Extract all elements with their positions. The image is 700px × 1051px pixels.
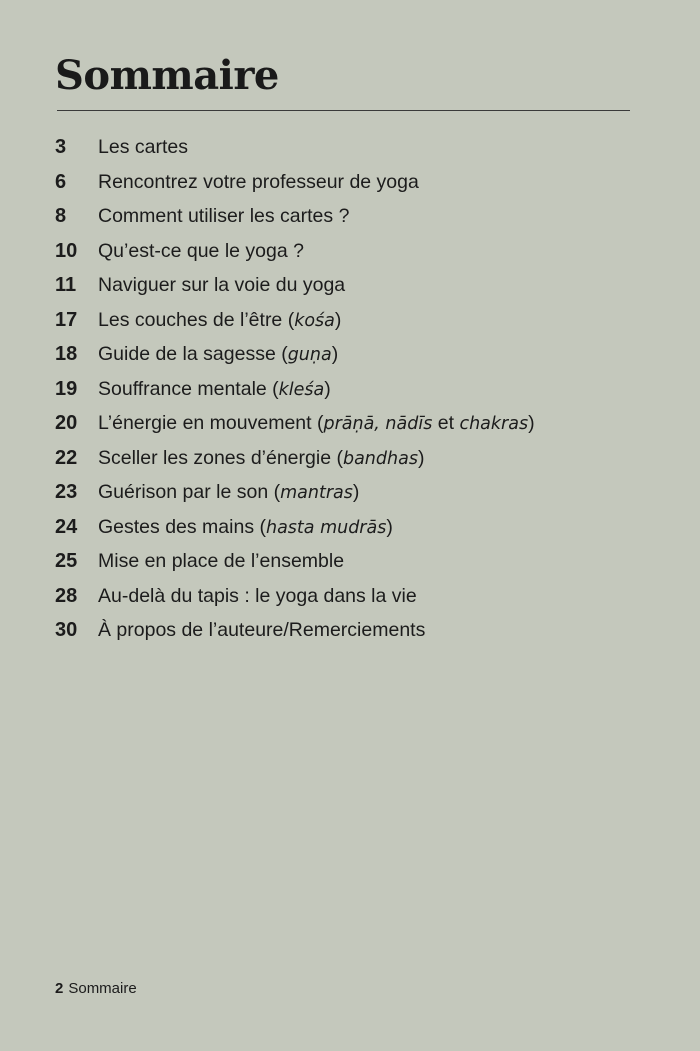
toc-title-text: Guide de la sagesse ( [98, 343, 288, 365]
toc-title [98, 234, 304, 269]
toc-page-number: 10 [55, 239, 78, 262]
toc-entry[interactable] [55, 406, 655, 441]
footer-label: Sommaire [68, 980, 137, 997]
toc-entry[interactable] [55, 165, 655, 200]
toc-title [98, 441, 424, 477]
toc-entry[interactable] [55, 544, 655, 579]
toc-title [98, 268, 345, 303]
toc-title-text: ) [331, 343, 339, 365]
toc-page-number: 17 [55, 308, 78, 331]
toc-title [98, 130, 188, 165]
toc-title-text: Sceller les zones d’énergie ( [98, 446, 343, 469]
toc-title-text: ) [528, 412, 535, 434]
toc-title [98, 613, 425, 648]
toc-entry[interactable] [55, 613, 655, 648]
toc-entry[interactable] [55, 372, 655, 407]
toc-title [98, 406, 535, 442]
toc-page-number: 28 [55, 584, 78, 607]
toc-page-number: 18 [55, 343, 78, 365]
toc-entry[interactable] [55, 234, 655, 269]
toc-page-number: 20 [55, 412, 78, 434]
toc-page-number: 22 [55, 446, 78, 469]
toc-title-text: Au-delà du tapis : le yoga dans la vie [98, 584, 417, 607]
toc-title-text: Les couches de l’être ( [98, 308, 295, 331]
toc-title [98, 579, 417, 614]
toc-title-text: ) [334, 308, 342, 331]
title-divider [57, 110, 630, 111]
toc-title-italic-term: kośa [294, 310, 335, 331]
toc-title-italic-term: guṇa [287, 345, 332, 365]
toc-title-text: ) [352, 481, 360, 503]
toc-title-text: ) [417, 446, 425, 469]
toc-page-number: 11 [55, 274, 77, 296]
toc-title-text: Les cartes [98, 136, 188, 158]
toc-entry[interactable] [55, 441, 655, 476]
toc-title-italic-term: chakras [459, 414, 529, 434]
toc-title-text: et [432, 412, 460, 434]
toc-page-number: 3 [55, 136, 67, 158]
toc-title [98, 303, 341, 339]
toc-entry[interactable] [55, 579, 655, 614]
toc-title-text: L’énergie en mouvement ( [98, 412, 324, 434]
toc-title-text: Naviguer sur la voie du yoga [98, 274, 346, 296]
toc-title [98, 165, 419, 200]
toc-title-text: Mise en place de l’ensemble [98, 550, 345, 572]
toc-page-number: 6 [55, 170, 67, 193]
page-title: Sommaire [55, 52, 279, 99]
toc-title-text: ) [386, 515, 393, 538]
toc-page-number: 25 [55, 550, 78, 572]
toc-title-text: Rencontrez votre professeur de yoga [98, 170, 419, 193]
toc-entry[interactable] [55, 199, 655, 234]
toc-title-italic-term: prāṇā, nādīs [323, 414, 433, 434]
toc-entry[interactable] [55, 510, 655, 545]
toc-title-text: Guérison par le son ( [98, 481, 281, 503]
toc-page-number: 8 [55, 205, 67, 227]
table-of-contents [55, 130, 655, 648]
toc-title-text: Gestes des mains ( [98, 515, 266, 538]
toc-title-text: À propos de l’auteure/Remerciements [98, 619, 426, 641]
toc-title-text: Qu’est-ce que le yoga ? [98, 239, 304, 262]
toc-title-italic-term: mantras [280, 483, 353, 503]
toc-page-number: 30 [55, 619, 78, 641]
toc-entry[interactable] [55, 475, 655, 510]
toc-title-text: Comment utiliser les cartes ? [98, 205, 350, 227]
toc-title [98, 475, 359, 511]
toc-page-number: 23 [55, 481, 78, 503]
toc-title-italic-term: kleśa [278, 379, 325, 400]
toc-title [98, 544, 344, 579]
toc-entry[interactable] [55, 337, 655, 372]
toc-entry[interactable] [55, 268, 655, 303]
toc-entry[interactable] [55, 303, 655, 338]
toc-title-text: Souffrance mentale ( [98, 377, 279, 400]
toc-page-number: 19 [55, 377, 78, 400]
toc-title-italic-term: bandhas [342, 448, 418, 469]
toc-page-number: 24 [55, 515, 78, 538]
page-footer [55, 978, 137, 1000]
toc-title [98, 199, 349, 234]
toc-title [98, 337, 338, 373]
toc-entry[interactable] [55, 130, 655, 165]
toc-title [98, 510, 393, 546]
toc-title [98, 372, 331, 408]
toc-title-italic-term: hasta mudrās [265, 517, 387, 538]
toc-title-text: ) [324, 377, 331, 400]
footer-page-number: 2 [55, 980, 64, 997]
